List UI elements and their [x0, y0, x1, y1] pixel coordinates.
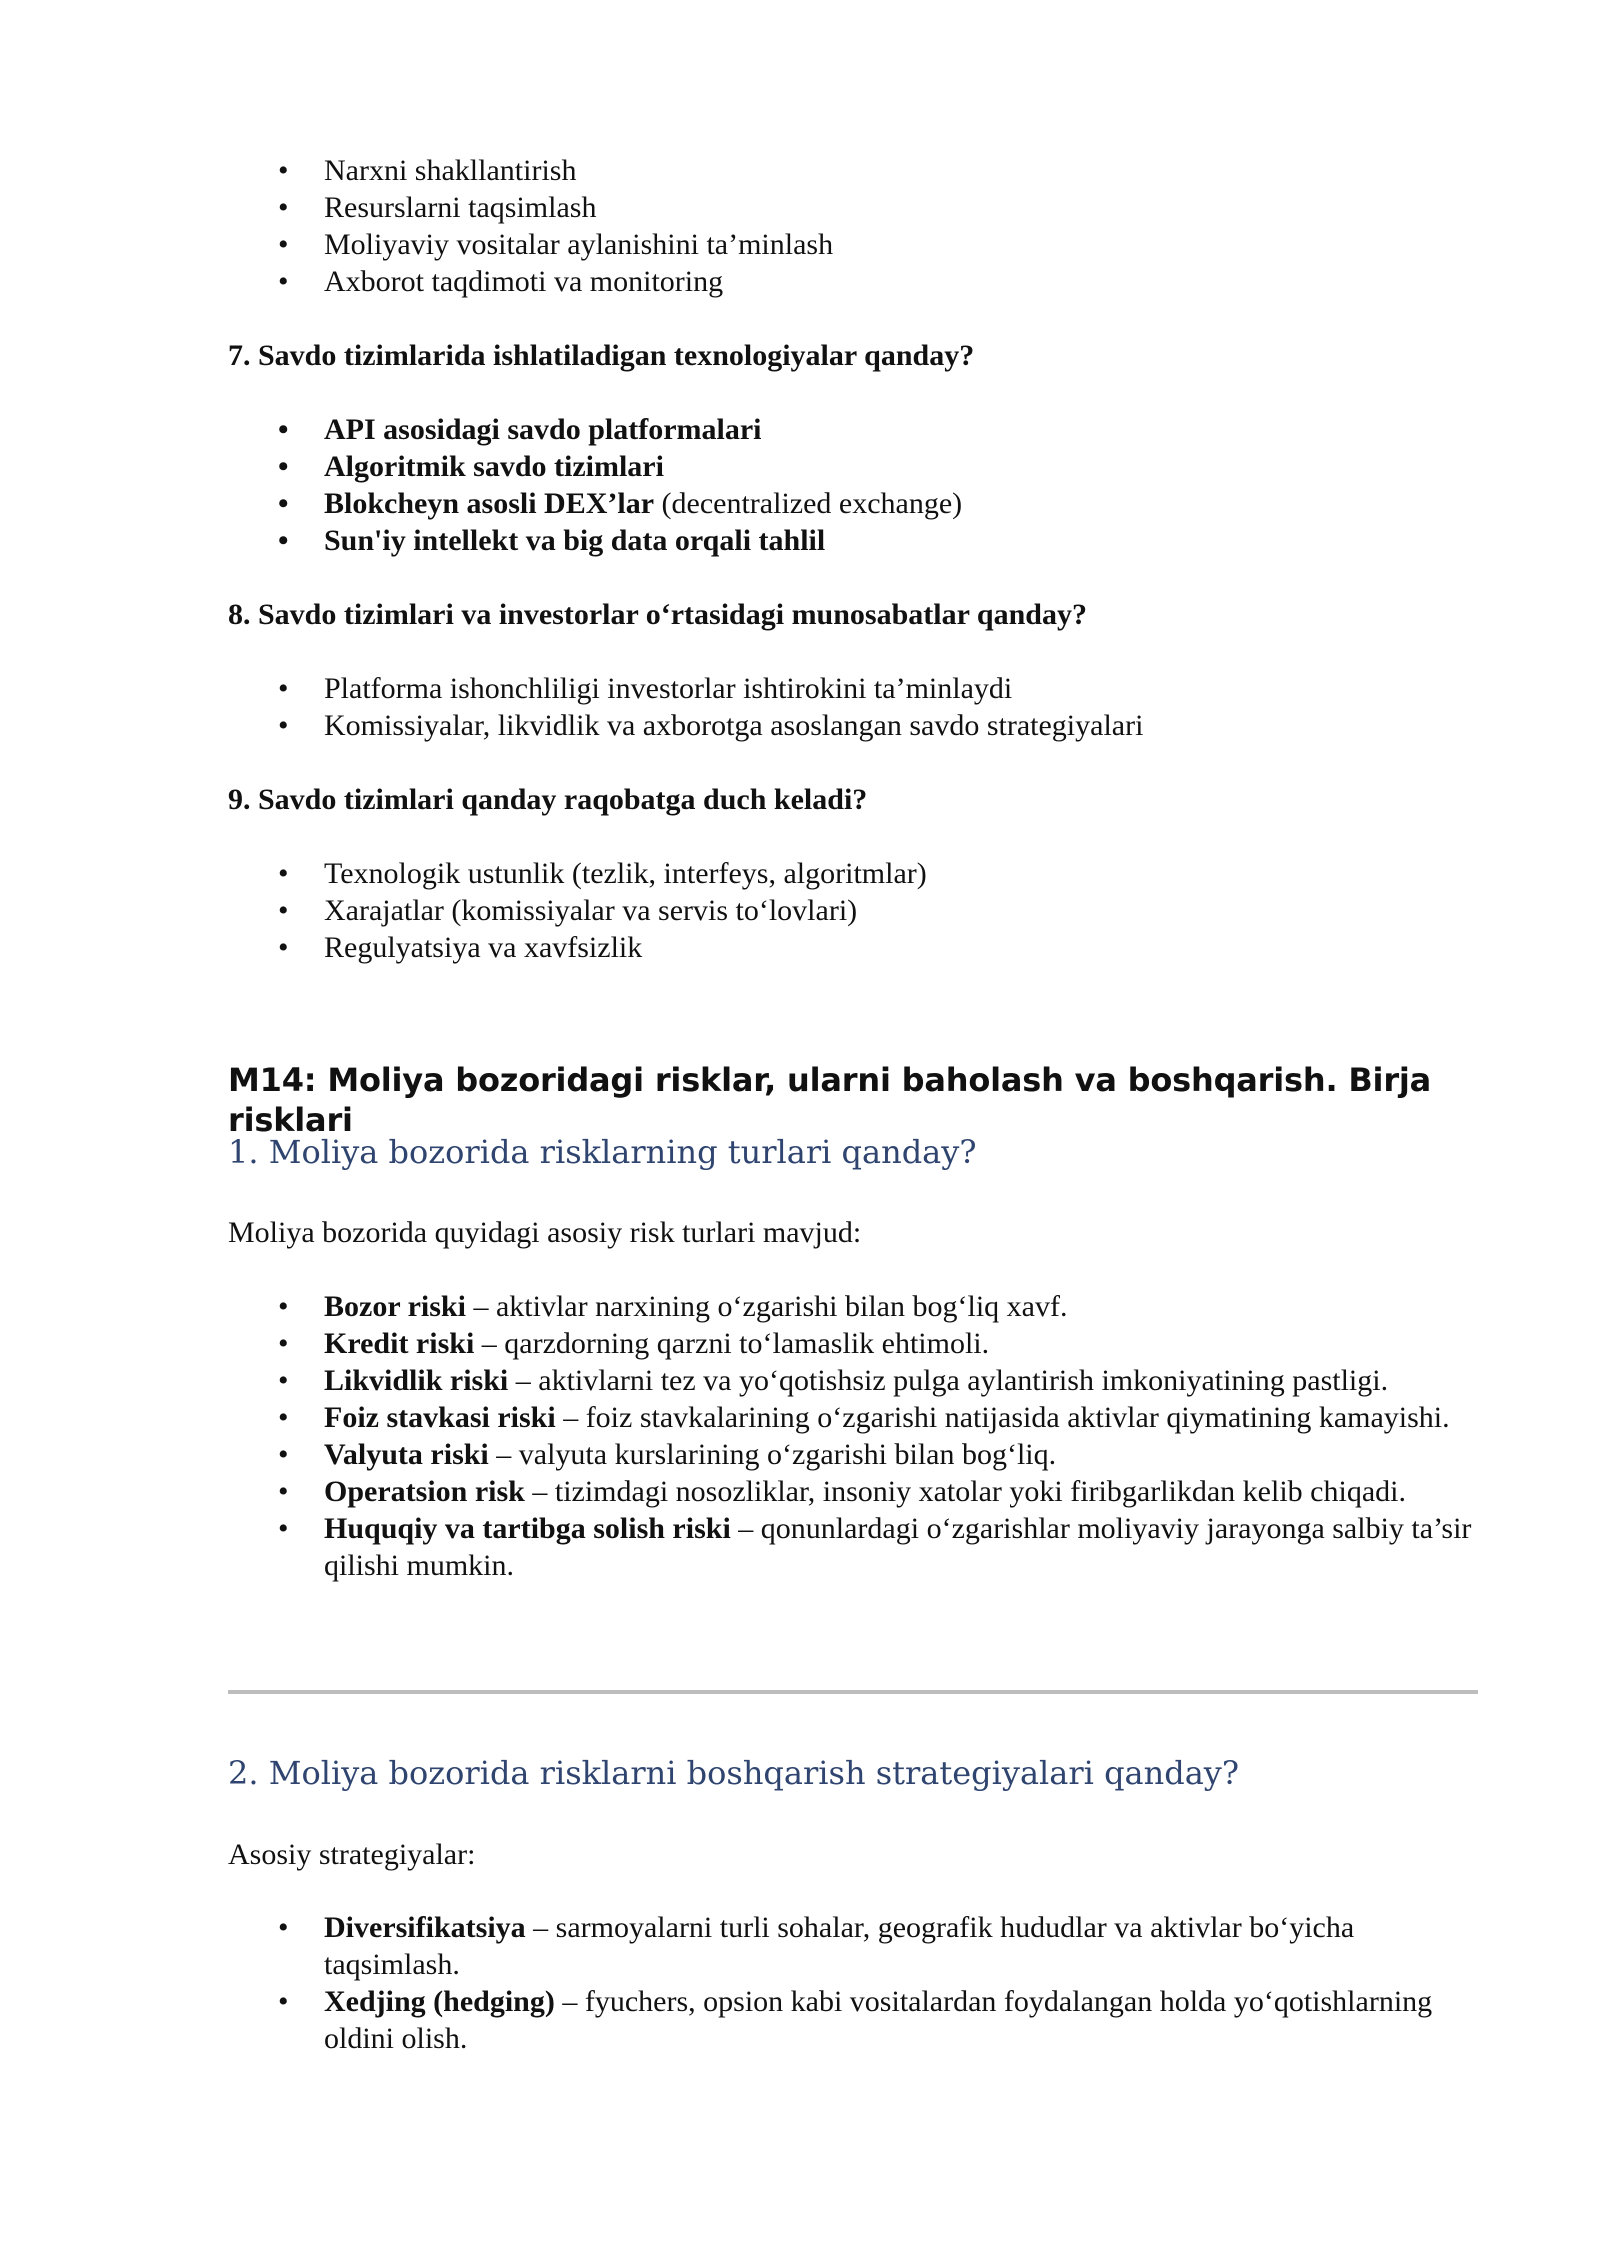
list-item: • Narxni shakllantirish: [228, 152, 1488, 189]
list-item: • Valyuta riski – valyuta kurslarining o‘zgarishi bilan bog‘liq.: [228, 1436, 1488, 1473]
list-item: • Texnologik ustunlik (tezlik, interfeys, algoritmlar): [228, 855, 1488, 892]
list-item: • Xarajatlar (komissiyalar va servis to‘lovlari): [228, 892, 1488, 929]
list-item: • Diversifikatsiya – sarmoyalarni turli sohalar, geografik hududlar va aktivlar bo‘yicha taqsimlash.: [228, 1909, 1488, 1983]
section-1-intro: Moliya bozorida quyidagi asosiy risk turlari mavjud:: [228, 1216, 862, 1249]
list-item: • Likvidlik riski – aktivlarni tez va yo‘qotishsiz pulga aylantirish imkoniyatining pastligi.: [228, 1362, 1488, 1399]
list-item: • Algoritmik savdo tizimlari: [228, 448, 1488, 485]
section-2-intro: Asosiy strategiyalar:: [228, 1838, 476, 1871]
section-2-heading: 2. Moliya bozorida risklarni boshqarish strategiyalari qanday?: [228, 1754, 1240, 1792]
risk-types-list: [228, 1288, 1488, 1584]
list-item: • Moliyaviy vositalar aylanishini ta’minlash: [228, 226, 1488, 263]
question-9-list: [228, 855, 1488, 966]
list-item: • Komissiyalar, likvidlik va axborotga asoslangan savdo strategiyalari: [228, 707, 1488, 744]
list-item: • Sun'iy intellekt va big data orqali tahlil: [228, 522, 1488, 559]
question-9-title: 9. Savdo tizimlari qanday raqobatga duch keladi?: [228, 783, 868, 816]
list-item: • Operatsion risk – tizimdagi nosozliklar, insoniy xatolar yoki firibgarlikdan kelib chiqadi.: [228, 1473, 1488, 1510]
question-7-block: [228, 411, 1488, 559]
section-1-heading: 1. Moliya bozorida risklarning turlari qanday?: [228, 1133, 977, 1171]
list-item: • Platforma ishonchliligi investorlar ishtirokini ta’minlaydi: [228, 670, 1488, 707]
section-1-block: [228, 1288, 1488, 1584]
list-item: • Foiz stavkasi riski – foiz stavkalarining o‘zgarishi natijasida aktivlar qiymatining kamayishi.: [228, 1399, 1488, 1436]
list-item: • Huquqiy va tartibga solish riski – qonunlardagi o‘zgarishlar moliyaviy jarayonga salbiy ta’sir qilishi mumkin.: [228, 1510, 1488, 1584]
list-item: • Regulyatsiya va xavfsizlik: [228, 929, 1488, 966]
horizontal-divider: [228, 1690, 1478, 1694]
list-item: • Axborot taqdimoti va monitoring: [228, 263, 1488, 300]
list-item: • API asosidagi savdo platformalari: [228, 411, 1488, 448]
question-8-title: 8. Savdo tizimlari va investorlar o‘rtasidagi munosabatlar qanday?: [228, 598, 1087, 631]
top-bullet-list: [228, 152, 1488, 300]
question-8-list: [228, 670, 1488, 744]
list-item: • Blokcheyn asosli DEX’lar (decentralized exchange): [228, 485, 1488, 522]
list-item: • Bozor riski – aktivlar narxining o‘zgarishi bilan bog‘liq xavf.: [228, 1288, 1488, 1325]
question-7-list: [228, 411, 1488, 559]
list-item: • Xedjing (hedging) – fyuchers, opsion kabi vositalardan foydalangan holda yo‘qotishlarning oldini olish.: [228, 1983, 1488, 2057]
question-9-block: [228, 855, 1488, 966]
top-list-block: [228, 152, 1488, 300]
question-7-title: 7. Savdo tizimlarida ishlatiladigan texnologiyalar qanday?: [228, 339, 975, 372]
section-m14-title: M14: Moliya bozoridagi risklar, ularni baholash va boshqarish. Birja risklari: [228, 1061, 1432, 1139]
section-2-block: [228, 1909, 1488, 2057]
list-item: • Kredit riski – qarzdorning qarzni to‘lamaslik ehtimoli.: [228, 1325, 1488, 1362]
question-8-block: [228, 670, 1488, 744]
strategies-list: [228, 1909, 1488, 2057]
list-item: • Resurslarni taqsimlash: [228, 189, 1488, 226]
